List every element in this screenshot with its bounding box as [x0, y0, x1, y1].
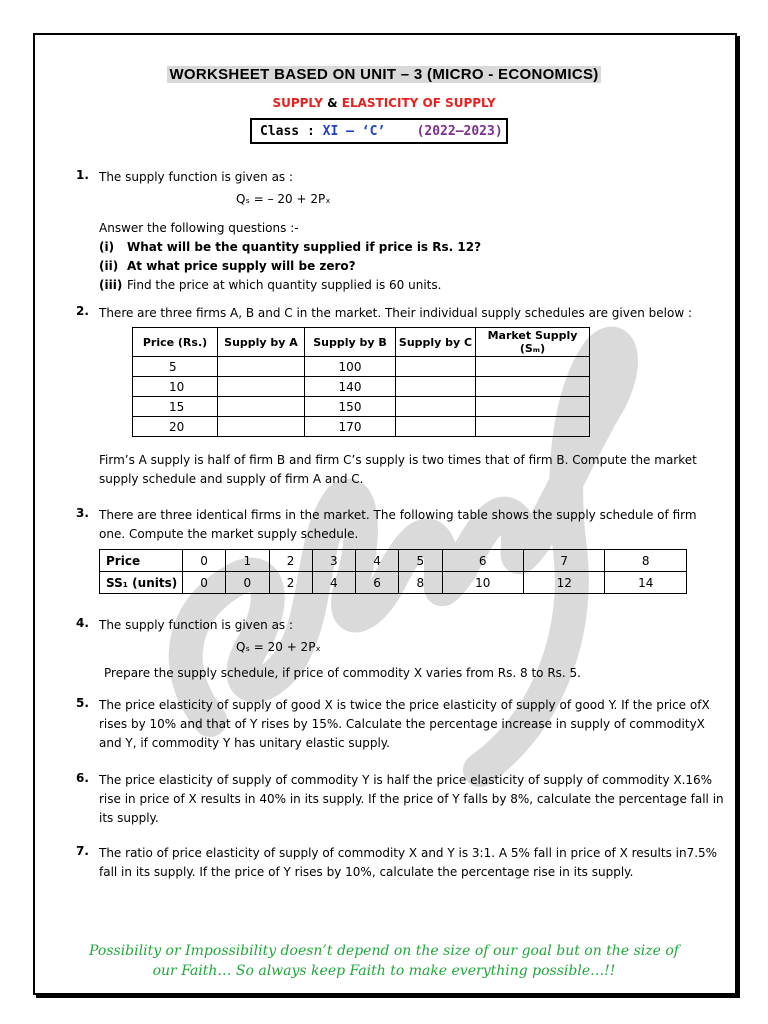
table-cell: 140	[305, 377, 396, 397]
q1-number: 1.	[76, 168, 89, 182]
subtitle-elasticity: ELASTICITY OF SUPPLY	[341, 96, 496, 110]
table-cell	[218, 357, 305, 377]
q4-after-text: Prepare the supply schedule, if price of commodity X varies from Rs. 8 to Rs. 5.	[104, 666, 581, 680]
table-cell: 2	[269, 572, 312, 594]
table-cell: 170	[305, 417, 396, 437]
q1-item-label: (iii)	[99, 278, 123, 292]
table-cell: 7	[523, 550, 604, 572]
q1-item-text: At what price supply will be zero?	[127, 259, 356, 273]
q3-supply-table	[99, 549, 687, 594]
table-cell: 6	[356, 572, 399, 594]
table-header-cell: Market Supply (Sₘ)	[476, 328, 590, 357]
table-cell: 5	[133, 357, 218, 377]
worksheet-title-text: WORKSHEET BASED ON UNIT – 3 (MICRO - ECONOMICS)	[169, 66, 599, 83]
table-cell: 6	[442, 550, 523, 572]
class-value: XI – ‘C’	[322, 123, 386, 139]
table-cell: 5	[399, 550, 442, 572]
table-cell	[396, 357, 476, 377]
table-cell: 8	[399, 572, 442, 594]
table-cell: 0	[183, 572, 226, 594]
table-row-label: Price	[100, 550, 183, 572]
session-year: (2022–2023)	[416, 123, 503, 139]
table-cell	[476, 417, 590, 437]
q1-item-text: Find the price at which quantity supplied is 60 units.	[127, 278, 442, 292]
q1-item-label: (i)	[99, 240, 115, 254]
table-cell: 8	[605, 550, 687, 572]
table-row	[133, 357, 590, 377]
table-row-label: SS₁ (units)	[100, 572, 183, 594]
q4-number: 4.	[76, 616, 89, 630]
table-cell: 150	[305, 397, 396, 417]
table-header-cell: Supply by A	[218, 328, 305, 357]
q2-supply-table	[132, 327, 590, 437]
class-box	[250, 118, 508, 144]
q1-text: The supply function is given as :	[99, 170, 294, 184]
subtitle-ampersand: &	[327, 96, 338, 110]
quote-line: Possibility or Impossibility doesn’t depend on the size of our goal but on the size of	[89, 943, 679, 959]
table-cell: 20	[133, 417, 218, 437]
table-cell: 15	[133, 397, 218, 417]
q6-number: 6.	[76, 771, 89, 785]
q1-item-label: (ii)	[99, 259, 119, 273]
q1-item-text: What will be the quantity supplied if price is Rs. 12?	[127, 240, 482, 254]
q2-number: 2.	[76, 304, 89, 318]
table-cell: 100	[305, 357, 396, 377]
q3-number: 3.	[76, 506, 89, 520]
table-cell: 3	[312, 550, 355, 572]
table-cell	[476, 357, 590, 377]
table-header-cell: Price (Rs.)	[133, 328, 218, 357]
worksheet-title	[0, 66, 768, 83]
motivational-quote	[40, 941, 728, 981]
table-cell: 10	[442, 572, 523, 594]
table-cell	[476, 377, 590, 397]
table-cell	[476, 397, 590, 417]
table-cell	[396, 417, 476, 437]
q4-text: The supply function is given as :	[99, 618, 294, 632]
class-prefix: Class :	[260, 123, 323, 139]
worksheet-subtitle	[0, 96, 768, 110]
table-cell	[218, 397, 305, 417]
table-cell: 1	[226, 550, 269, 572]
quote-line: our Faith… So always keep Faith to make everything possible…!!	[152, 963, 616, 979]
q5-text: The price elasticity of supply of good X is twice the price elasticity of supply of good Y. If the price ofX rises by 10% and that of Y rises by 15%. Calculate the percentage increase in supply of commodityX and Y, if commodity Y has unitary elastic supply.	[99, 698, 710, 750]
table-cell	[396, 377, 476, 397]
table-cell: 10	[133, 377, 218, 397]
q1-formula: Qₛ = – 20 + 2Pₓ	[236, 192, 331, 206]
table-cell: 0	[183, 550, 226, 572]
table-cell	[396, 397, 476, 417]
table-row	[100, 550, 687, 572]
table-row	[133, 377, 590, 397]
q1-item	[99, 238, 724, 257]
table-cell	[218, 417, 305, 437]
q2-text: There are three firms A, B and C in the market. Their individual supply schedules are given below :	[99, 306, 693, 320]
q3-text: There are three identical firms in the market. The following table shows the supply schedule of firm one. Compute the market supply schedule.	[99, 508, 697, 541]
table-header-cell: Supply by C	[396, 328, 476, 357]
table-header-row	[133, 328, 590, 357]
table-row	[133, 397, 590, 417]
table-cell: 2	[269, 550, 312, 572]
q7-text: The ratio of price elasticity of supply of commodity X and Y is 3:1. A 5% fall in price of X results in7.5% fall in its supply. If the price of Y rises by 10%, calculate the percentage rise in its supply.	[99, 846, 718, 879]
q1-intro: Answer the following questions :-	[99, 221, 299, 235]
table-cell: 0	[226, 572, 269, 594]
table-row	[133, 417, 590, 437]
table-header-cell: Supply by B	[305, 328, 396, 357]
q4-formula: Qₛ = 20 + 2Pₓ	[236, 640, 321, 654]
table-row	[100, 572, 687, 594]
q1-item	[99, 257, 724, 276]
q2-after-text: Firm’s A supply is half of firm B and firm C’s supply is two times that of firm B. Compute the market supply schedule and supply of firm A and C.	[99, 453, 697, 486]
q7-number: 7.	[76, 844, 89, 858]
table-cell: 4	[312, 572, 355, 594]
q5-number: 5.	[76, 696, 89, 710]
table-cell: 14	[605, 572, 687, 594]
q6-text: The price elasticity of supply of commodity Y is half the price elasticity of supply of commodity X.16% rise in price of X results in 40% in its supply. If the price of Y falls by 8%, calculate the percentage fall in its supply.	[99, 773, 724, 825]
table-cell: 4	[356, 550, 399, 572]
subtitle-supply: SUPPLY	[272, 96, 323, 110]
table-cell	[218, 377, 305, 397]
table-cell: 12	[523, 572, 604, 594]
q1-item	[99, 276, 724, 295]
